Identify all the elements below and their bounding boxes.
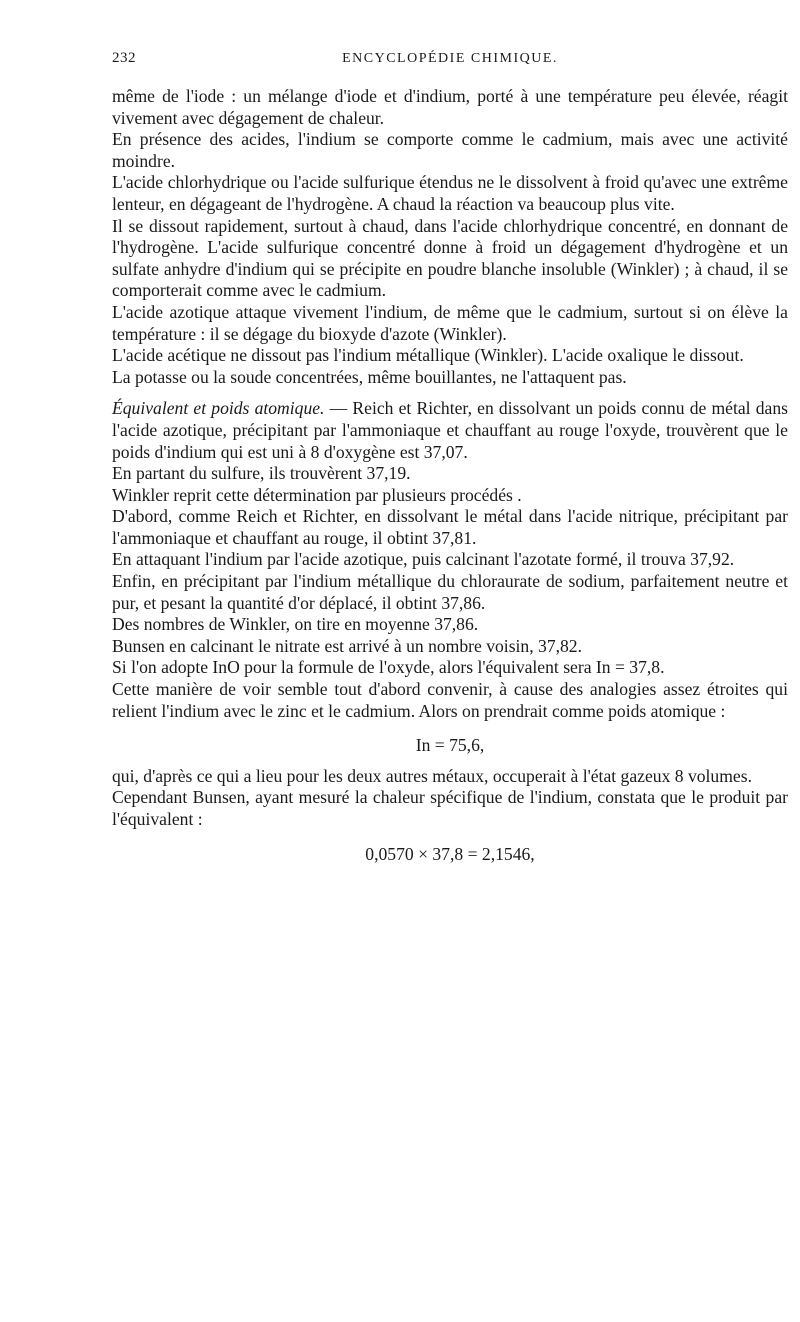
- running-title: ENCYCLOPÉDIE CHIMIQUE.: [342, 51, 558, 66]
- paragraph: même de l'iode : un mélange d'iode et d'indium, porté à une température peu élevée, réagit vivement avec dégagement de chaleur.: [112, 86, 788, 128]
- section-paragraph: [112, 398, 788, 463]
- section-title: Équivalent et poids atomique.: [112, 398, 325, 419]
- document-page: [112, 48, 788, 874]
- paragraph: L'acide acétique ne dissout pas l'indium métallique (Winkler). L'acide oxalique le dissout.: [112, 345, 744, 366]
- paragraph: En partant du sulfure, ils trouvèrent 37,19.: [112, 463, 411, 484]
- paragraph: Si l'on adopte InO pour la formule de l'oxyde, alors l'équivalent sera In = 37,8.: [112, 657, 665, 678]
- paragraph: Cependant Bunsen, ayant mesuré la chaleur spécifique de l'indium, constata que le produit par l'équivalent :: [112, 787, 788, 829]
- paragraph: L'acide azotique attaque vivement l'indium, de même que le cadmium, surtout si on élève la température : il se dégage du bioxyde d'azote (Winkler).: [112, 301, 788, 344]
- paragraph: Winkler reprit cette détermination par plusieurs procédés .: [112, 484, 522, 505]
- paragraph: Bunsen en calcinant le nitrate est arrivé à un nombre voisin, 37,82.: [112, 635, 583, 656]
- page-body: [112, 86, 788, 865]
- paragraph: En attaquant l'indium par l'acide azotique, puis calcinant l'azotate formé, il trouva 37,92.: [112, 549, 735, 570]
- paragraph: qui, d'après ce qui a lieu pour les deux autres métaux, occuperait à l'état gazeux 8 volumes.: [112, 765, 752, 786]
- paragraph: D'abord, comme Reich et Richter, en dissolvant le métal dans l'acide nitrique, précipitant par l'ammoniaque et chauffant au rouge, il obtint 37,81.: [112, 506, 788, 548]
- paragraph: Il se dissout rapidement, surtout à chaud, dans l'acide chlorhydrique concentré, en donnant de l'hydrogène. L'acide sulfurique concentré donne à froid un dégagement d'hydrogène et un sulfate anhydre d'indium qui se précipite en poudre blanche insoluble (Winkler) ; à chaud, il se comporterait comme avec le cadmium.: [112, 215, 788, 301]
- paragraph: L'acide chlorhydrique ou l'acide sulfurique étendus ne le dissolvent à froid qu'avec une extrême lenteur, en dégageant de l'hydrogène. A chaud la réaction va beaucoup plus vite.: [112, 172, 788, 214]
- page-number: 232: [112, 50, 136, 66]
- page-header: [112, 48, 788, 78]
- paragraph: La potasse ou la soude concentrées, même bouillantes, ne l'attaquent pas.: [112, 366, 627, 387]
- paragraph: Des nombres de Winkler, on tire en moyenne 37,86.: [112, 614, 479, 635]
- formula-specific-heat: 0,0570 × 37,8 = 2,1546,: [365, 843, 535, 864]
- paragraph: Enfin, en précipitant par l'indium métallique du chloraurate de sodium, parfaitement neutre et pur, et pesant la quantité d'or déplacé, il obtint 37,86.: [112, 571, 788, 613]
- section-intro: — Reich et Richter, en dissolvant un poids connu de métal dans l'acide azotique, précipitant par l'ammoniaque et chauffant au rouge l'oxyde, trouvèrent que le poids d'indium qui est uni à 8 d'oxygène est 37,07.: [112, 398, 788, 462]
- paragraph: En présence des acides, l'indium se comporte comme le cadmium, mais avec une activité moindre.: [112, 129, 788, 171]
- paragraph: Cette manière de voir semble tout d'abord convenir, à cause des analogies assez étroites qui relient l'indium avec le zinc et le cadmium. Alors on prendrait comme poids atomique :: [112, 679, 788, 721]
- formula-atomic-weight: In = 75,6,: [415, 735, 485, 756]
